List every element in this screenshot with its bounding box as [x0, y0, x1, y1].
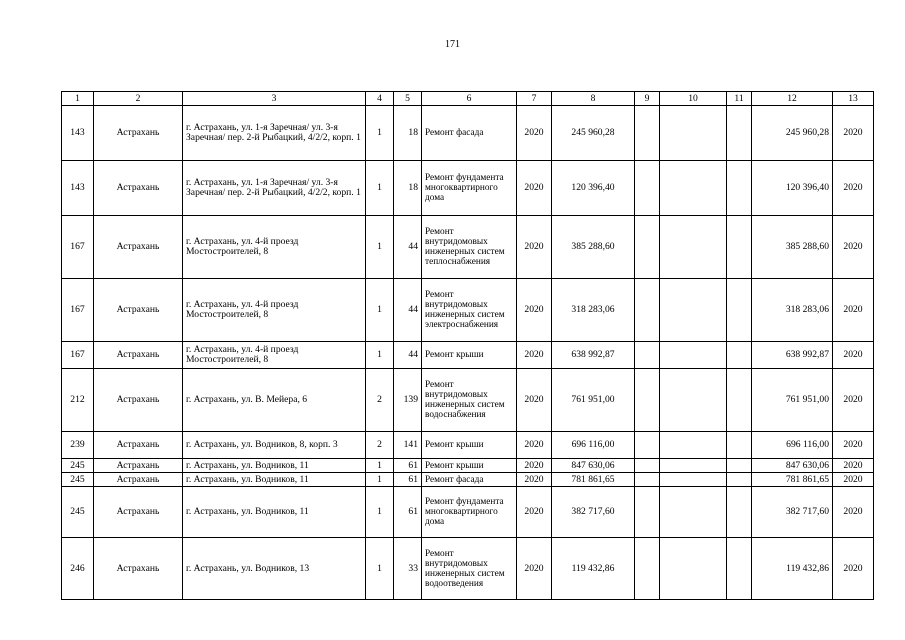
cell-cost-total: 245 960,28 [752, 106, 833, 161]
cell-work-type: Ремонт фундамента многоквартирного дома [422, 161, 517, 216]
cell-col4: 1 [366, 216, 394, 279]
cell-col10 [660, 432, 727, 459]
cell-col5: 141 [394, 432, 422, 459]
cell-address: г. Астрахань, ул. Водников, 11 [183, 487, 366, 538]
cell-record-number: 167 [62, 216, 94, 279]
cell-completion-year: 2020 [833, 106, 874, 161]
cell-col4: 1 [366, 459, 394, 473]
cell-year: 2020 [517, 161, 552, 216]
column-header: 4 [366, 92, 394, 106]
cell-col5: 61 [394, 459, 422, 473]
cell-col5: 18 [394, 106, 422, 161]
cell-col5: 61 [394, 473, 422, 487]
cell-record-number: 167 [62, 279, 94, 342]
cell-address: г. Астрахань, ул. 4-й проезд Мостостроителей, 8 [183, 279, 366, 342]
cell-col10 [660, 538, 727, 600]
cell-work-type: Ремонт крыши [422, 342, 517, 369]
cell-col11 [727, 432, 752, 459]
column-header: 1 [62, 92, 94, 106]
cell-col4: 1 [366, 342, 394, 369]
cell-col9 [635, 432, 660, 459]
column-header: 10 [660, 92, 727, 106]
cell-address: г. Астрахань, ул. Водников, 13 [183, 538, 366, 600]
cell-year: 2020 [517, 538, 552, 600]
cell-col9 [635, 106, 660, 161]
cell-cost-total: 119 432,86 [752, 538, 833, 600]
table-row [62, 369, 874, 432]
cell-municipality: Астрахань [94, 161, 183, 216]
cell-col10 [660, 487, 727, 538]
cell-col5: 139 [394, 369, 422, 432]
cell-address: г. Астрахань, ул. 1-я Заречная/ ул. 3-я Заречная/ пер. 2-й Рыбацкий, 4/2/2, корп. 1 [183, 106, 366, 161]
cell-year: 2020 [517, 432, 552, 459]
cell-col5: 44 [394, 279, 422, 342]
cell-col11 [727, 369, 752, 432]
cell-address: г. Астрахань, ул. Водников, 11 [183, 459, 366, 473]
cell-col5: 18 [394, 161, 422, 216]
table-row [62, 342, 874, 369]
cell-col11 [727, 106, 752, 161]
cell-cost: 761 951,00 [552, 369, 635, 432]
cell-col9 [635, 369, 660, 432]
cell-col11 [727, 216, 752, 279]
cell-work-type: Ремонт внутридомовых инженерных систем водоснабжения [422, 369, 517, 432]
cell-col11 [727, 487, 752, 538]
cell-municipality: Астрахань [94, 216, 183, 279]
column-number-row [62, 92, 874, 106]
cell-municipality: Астрахань [94, 473, 183, 487]
cell-work-type: Ремонт внутридомовых инженерных систем водоотведения [422, 538, 517, 600]
cell-year: 2020 [517, 369, 552, 432]
cell-col11 [727, 161, 752, 216]
cell-col10 [660, 342, 727, 369]
column-header: 11 [727, 92, 752, 106]
cell-cost: 119 432,86 [552, 538, 635, 600]
cell-record-number: 245 [62, 473, 94, 487]
cell-record-number: 143 [62, 106, 94, 161]
table-row [62, 216, 874, 279]
cell-col4: 2 [366, 432, 394, 459]
cell-work-type: Ремонт внутридомовых инженерных систем теплоснабжения [422, 216, 517, 279]
cell-col9 [635, 161, 660, 216]
cell-record-number: 212 [62, 369, 94, 432]
cell-cost: 120 396,40 [552, 161, 635, 216]
column-header: 3 [183, 92, 366, 106]
cell-col9 [635, 473, 660, 487]
cell-col4: 1 [366, 161, 394, 216]
cell-record-number: 246 [62, 538, 94, 600]
cell-col9 [635, 487, 660, 538]
repair-schedule-table [61, 91, 874, 600]
cell-col10 [660, 161, 727, 216]
cell-year: 2020 [517, 106, 552, 161]
column-header: 6 [422, 92, 517, 106]
cell-municipality: Астрахань [94, 432, 183, 459]
cell-municipality: Астрахань [94, 279, 183, 342]
cell-work-type: Ремонт крыши [422, 459, 517, 473]
cell-col11 [727, 342, 752, 369]
cell-cost-total: 696 116,00 [752, 432, 833, 459]
cell-col5: 44 [394, 216, 422, 279]
cell-col11 [727, 473, 752, 487]
column-header: 5 [394, 92, 422, 106]
cell-col5: 44 [394, 342, 422, 369]
cell-municipality: Астрахань [94, 342, 183, 369]
cell-col4: 1 [366, 279, 394, 342]
cell-col10 [660, 106, 727, 161]
cell-col4: 2 [366, 369, 394, 432]
cell-year: 2020 [517, 342, 552, 369]
cell-col4: 1 [366, 106, 394, 161]
cell-col5: 61 [394, 487, 422, 538]
cell-cost-total: 847 630,06 [752, 459, 833, 473]
cell-col10 [660, 459, 727, 473]
cell-year: 2020 [517, 279, 552, 342]
cell-cost-total: 382 717,60 [752, 487, 833, 538]
cell-cost-total: 781 861,65 [752, 473, 833, 487]
column-header: 8 [552, 92, 635, 106]
cell-col4: 1 [366, 487, 394, 538]
cell-cost-total: 761 951,00 [752, 369, 833, 432]
cell-col10 [660, 473, 727, 487]
column-header: 13 [833, 92, 874, 106]
cell-address: г. Астрахань, ул. Водников, 11 [183, 473, 366, 487]
cell-cost: 385 288,60 [552, 216, 635, 279]
cell-record-number: 245 [62, 459, 94, 473]
cell-work-type: Ремонт фундамента многоквартирного дома [422, 487, 517, 538]
cell-municipality: Астрахань [94, 369, 183, 432]
table-row [62, 538, 874, 600]
cell-work-type: Ремонт внутридомовых инженерных систем электроснабжения [422, 279, 517, 342]
cell-col10 [660, 216, 727, 279]
cell-address: г. Астрахань, ул. 1-я Заречная/ ул. 3-я Заречная/ пер. 2-й Рыбацкий, 4/2/2, корп. 1 [183, 161, 366, 216]
cell-col9 [635, 279, 660, 342]
cell-year: 2020 [517, 473, 552, 487]
cell-completion-year: 2020 [833, 432, 874, 459]
cell-col11 [727, 538, 752, 600]
column-header: 9 [635, 92, 660, 106]
cell-cost: 318 283,06 [552, 279, 635, 342]
cell-record-number: 239 [62, 432, 94, 459]
table-row [62, 473, 874, 487]
cell-completion-year: 2020 [833, 473, 874, 487]
cell-col9 [635, 538, 660, 600]
cell-col9 [635, 216, 660, 279]
cell-record-number: 245 [62, 487, 94, 538]
cell-record-number: 143 [62, 161, 94, 216]
cell-completion-year: 2020 [833, 161, 874, 216]
column-header: 7 [517, 92, 552, 106]
table-row [62, 487, 874, 538]
table-row [62, 106, 874, 161]
cell-cost-total: 120 396,40 [752, 161, 833, 216]
cell-col9 [635, 459, 660, 473]
cell-cost: 847 630,06 [552, 459, 635, 473]
cell-completion-year: 2020 [833, 487, 874, 538]
page-number: 171 [445, 39, 460, 50]
table-row [62, 432, 874, 459]
cell-record-number: 167 [62, 342, 94, 369]
cell-completion-year: 2020 [833, 459, 874, 473]
cell-municipality: Астрахань [94, 538, 183, 600]
cell-completion-year: 2020 [833, 369, 874, 432]
cell-address: г. Астрахань, ул. Водников, 8, корп. 3 [183, 432, 366, 459]
cell-work-type: Ремонт фасада [422, 106, 517, 161]
cell-cost: 382 717,60 [552, 487, 635, 538]
cell-year: 2020 [517, 459, 552, 473]
column-header: 12 [752, 92, 833, 106]
cell-col11 [727, 459, 752, 473]
cell-col4: 1 [366, 473, 394, 487]
cell-cost: 638 992,87 [552, 342, 635, 369]
cell-col5: 33 [394, 538, 422, 600]
cell-municipality: Астрахань [94, 487, 183, 538]
cell-col10 [660, 279, 727, 342]
table-row [62, 459, 874, 473]
cell-cost-total: 638 992,87 [752, 342, 833, 369]
cell-work-type: Ремонт фасада [422, 473, 517, 487]
cell-cost: 696 116,00 [552, 432, 635, 459]
cell-address: г. Астрахань, ул. 4-й проезд Мостостроителей, 8 [183, 216, 366, 279]
cell-address: г. Астрахань, ул. В. Мейера, 6 [183, 369, 366, 432]
cell-cost-total: 385 288,60 [752, 216, 833, 279]
cell-completion-year: 2020 [833, 279, 874, 342]
cell-col9 [635, 342, 660, 369]
table-row [62, 161, 874, 216]
cell-cost-total: 318 283,06 [752, 279, 833, 342]
cell-cost: 781 861,65 [552, 473, 635, 487]
cell-col11 [727, 279, 752, 342]
cell-cost: 245 960,28 [552, 106, 635, 161]
cell-municipality: Астрахань [94, 459, 183, 473]
cell-year: 2020 [517, 216, 552, 279]
cell-completion-year: 2020 [833, 216, 874, 279]
cell-completion-year: 2020 [833, 538, 874, 600]
cell-completion-year: 2020 [833, 342, 874, 369]
cell-municipality: Астрахань [94, 106, 183, 161]
cell-year: 2020 [517, 487, 552, 538]
column-header: 2 [94, 92, 183, 106]
cell-work-type: Ремонт крыши [422, 432, 517, 459]
table-row [62, 279, 874, 342]
cell-col4: 1 [366, 538, 394, 600]
cell-col10 [660, 369, 727, 432]
cell-address: г. Астрахань, ул. 4-й проезд Мостостроителей, 8 [183, 342, 366, 369]
